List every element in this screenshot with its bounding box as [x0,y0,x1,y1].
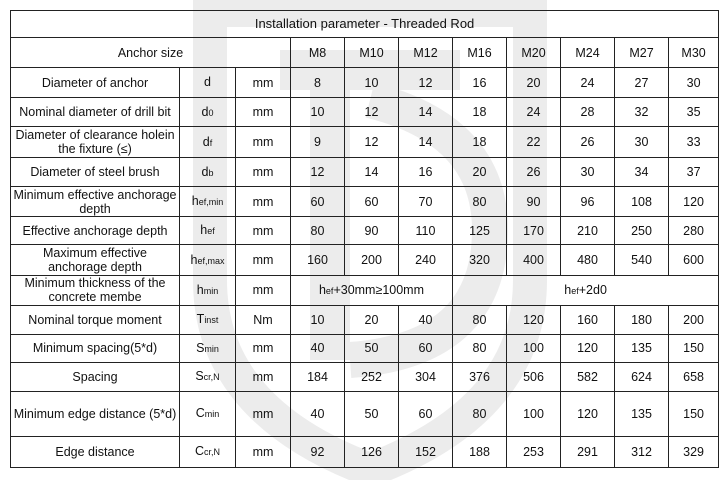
value-cell: 188 [453,436,507,467]
value-cell: 90 [507,187,561,217]
symbol-base: T [196,312,205,327]
symbol-cell [180,127,236,158]
size-header-row [11,38,719,68]
value-cell: 33 [669,127,719,158]
value-cell: 20 [345,305,399,334]
value-cell: 291 [561,436,615,467]
symbol-subscript: ef [325,285,334,296]
parameter-name-cell: Maximum effective anchorage depth [11,245,180,275]
value-cell: 658 [669,362,719,391]
symbol-subscript: ef,min [198,197,224,208]
value-cell: 80 [453,187,507,217]
value-cell: 80 [453,305,507,334]
value-cell: 135 [615,334,669,362]
value-cell: 80 [453,391,507,436]
value-cell: 20 [507,68,561,98]
value-cell: 320 [453,245,507,275]
value-cell: 100 [507,334,561,362]
table-row [11,187,719,217]
symbol-base: d [204,75,211,90]
symbol-base: d [201,164,209,179]
size-header-cell: M27 [615,38,669,68]
symbol-base: C [194,444,204,459]
value-cell: 184 [291,362,345,391]
symbol-base: h [318,282,326,297]
table-row [11,98,719,127]
table-row [11,217,719,245]
symbol-cell [180,334,236,362]
value-cell: 70 [399,187,453,217]
size-header-cell: M16 [453,38,507,68]
value-cell: 14 [345,158,399,187]
value-cell: 12 [345,127,399,158]
value-cell: 150 [669,391,719,436]
value-cell: 37 [669,158,719,187]
symbol-base: C [195,406,205,421]
value-cell: 24 [561,68,615,98]
value-cell: 120 [561,391,615,436]
value-cell: 400 [507,245,561,275]
value-cell: 280 [669,217,719,245]
value-cell: 120 [669,187,719,217]
value-cell: 60 [399,391,453,436]
symbol-base: h [191,194,199,209]
value-cell: 50 [345,391,399,436]
symbol-cell [180,275,236,305]
value-cell: 60 [399,334,453,362]
unit-cell: mm [236,68,291,98]
value-cell: 12 [345,98,399,127]
merged-value-text: +30mm≥100mm [333,282,425,297]
value-cell: 506 [507,362,561,391]
table-row [11,245,719,275]
symbol-base: h [190,252,198,267]
installation-parameter-table [10,10,719,468]
symbol-subscript: min [204,409,220,420]
value-cell: 10 [345,68,399,98]
parameter-name-cell: Minimum spacing(5*d) [11,334,180,362]
unit-cell: mm [236,217,291,245]
value-cell: 210 [561,217,615,245]
unit-cell: mm [236,391,291,436]
value-cell: 200 [345,245,399,275]
value-cell: 108 [615,187,669,217]
value-cell: 160 [561,305,615,334]
value-cell: 152 [399,436,453,467]
value-cell: 40 [291,334,345,362]
anchor-size-label: Anchor size [11,38,291,68]
value-cell: 26 [561,127,615,158]
symbol-subscript: min [203,285,219,296]
parameter-name-cell: Spacing [11,362,180,391]
unit-cell: mm [236,158,291,187]
symbol-base: S [196,340,205,355]
unit-cell: mm [236,334,291,362]
value-cell: 32 [615,98,669,127]
value-cell: 376 [453,362,507,391]
value-cell: 40 [399,305,453,334]
size-header-cell: M20 [507,38,561,68]
value-cell: 110 [399,217,453,245]
value-cell: 150 [669,334,719,362]
symbol-cell [180,436,236,467]
parameter-name-cell: Diameter of clearance holein the fixture (≤) [11,127,180,158]
value-cell: 100 [507,391,561,436]
value-cell: 60 [345,187,399,217]
table-row [11,334,719,362]
value-cell: 30 [561,158,615,187]
symbol-cell [180,217,236,245]
symbol-cell [180,98,236,127]
value-cell: 180 [615,305,669,334]
value-cell: 22 [507,127,561,158]
value-cell: 20 [453,158,507,187]
value-cell: 10 [291,98,345,127]
table-row [11,275,719,305]
unit-cell: mm [236,362,291,391]
symbol-base: h [564,282,572,297]
symbol-cell [180,68,236,98]
value-cell: 12 [291,158,345,187]
value-cell: 26 [507,158,561,187]
symbol-subscript: b [208,167,214,178]
symbol-base: d [202,134,210,149]
value-cell: 35 [669,98,719,127]
value-cell: 170 [507,217,561,245]
symbol-base: h [200,223,208,238]
value-cell: 160 [291,245,345,275]
value-cell: 96 [561,187,615,217]
parameter-name-cell: Nominal diameter of drill bit [11,98,180,127]
value-cell: 50 [345,334,399,362]
value-cell: 24 [507,98,561,127]
size-header-cell: M8 [291,38,345,68]
value-cell: 200 [669,305,719,334]
value-cell: 30 [615,127,669,158]
table-row [11,158,719,187]
unit-cell: mm [236,436,291,467]
value-cell: 14 [399,127,453,158]
symbol-subscript: f [209,137,213,148]
size-header-cell: M12 [399,38,453,68]
value-cell: 125 [453,217,507,245]
table-row [11,436,719,467]
value-cell: 34 [615,158,669,187]
value-cell: 12 [399,68,453,98]
value-cell: 250 [615,217,669,245]
symbol-subscript: inst [204,315,219,326]
symbol-subscript: cr,N [204,447,221,458]
value-cell: 135 [615,391,669,436]
table-row [11,127,719,158]
symbol-cell [180,391,236,436]
size-header-cell: M30 [669,38,719,68]
symbol-cell [180,305,236,334]
value-cell: 80 [291,217,345,245]
parameter-name-cell: Diameter of steel brush [11,158,180,187]
unit-cell: mm [236,127,291,158]
parameter-name-cell: Minimum edge distance (5*d) [11,391,180,436]
symbol-subscript: ef [571,285,579,296]
symbol-subscript: ef,max [197,255,225,266]
value-cell: 240 [399,245,453,275]
value-cell: 14 [399,98,453,127]
value-cell: 18 [453,98,507,127]
unit-cell: mm [236,98,291,127]
value-cell: 28 [561,98,615,127]
value-cell: 126 [345,436,399,467]
merged-value-text: +2d0 [578,282,607,297]
symbol-cell [180,187,236,217]
value-cell: 60 [291,187,345,217]
value-cell: 252 [345,362,399,391]
unit-cell: mm [236,275,291,305]
table-title: Installation parameter - Threaded Rod [11,11,719,38]
value-cell: 624 [615,362,669,391]
value-cell: 9 [291,127,345,158]
value-cell: 10 [291,305,345,334]
value-cell: 40 [291,391,345,436]
symbol-cell [180,158,236,187]
merged-value-cell [291,275,453,305]
parameter-name-cell: Diameter of anchor [11,68,180,98]
value-cell: 30 [669,68,719,98]
unit-cell: mm [236,245,291,275]
value-cell: 329 [669,436,719,467]
unit-cell: mm [236,187,291,217]
symbol-subscript: ef [207,226,215,237]
symbol-base: h [196,282,204,297]
parameter-name-cell: Minimum thickness of the concrete membe [11,275,180,305]
value-cell: 253 [507,436,561,467]
value-cell: 120 [507,305,561,334]
merged-value-cell [453,275,719,305]
table-row [11,362,719,391]
symbol-cell [180,245,236,275]
value-cell: 120 [561,334,615,362]
value-cell: 18 [453,127,507,158]
value-cell: 600 [669,245,719,275]
symbol-subscript: 0 [208,107,214,118]
symbol-subscript: cr,N [203,372,220,383]
table-row [11,391,719,436]
value-cell: 582 [561,362,615,391]
value-cell: 312 [615,436,669,467]
size-header-cell: M24 [561,38,615,68]
value-cell: 540 [615,245,669,275]
symbol-base: d [201,104,209,119]
unit-cell: Nm [236,305,291,334]
value-cell: 92 [291,436,345,467]
size-header-cell: M10 [345,38,399,68]
value-cell: 90 [345,217,399,245]
symbol-cell [180,362,236,391]
title-row [11,11,719,38]
value-cell: 304 [399,362,453,391]
parameter-name-cell: Nominal torque moment [11,305,180,334]
value-cell: 16 [399,158,453,187]
value-cell: 480 [561,245,615,275]
table-row [11,305,719,334]
parameter-name-cell: Edge distance [11,436,180,467]
table-row [11,68,719,98]
value-cell: 80 [453,334,507,362]
symbol-subscript: min [204,343,219,354]
parameter-name-cell: Minimum effective anchorage depth [11,187,180,217]
value-cell: 8 [291,68,345,98]
value-cell: 16 [453,68,507,98]
parameter-name-cell: Effective anchorage depth [11,217,180,245]
symbol-base: S [195,369,204,384]
value-cell: 27 [615,68,669,98]
